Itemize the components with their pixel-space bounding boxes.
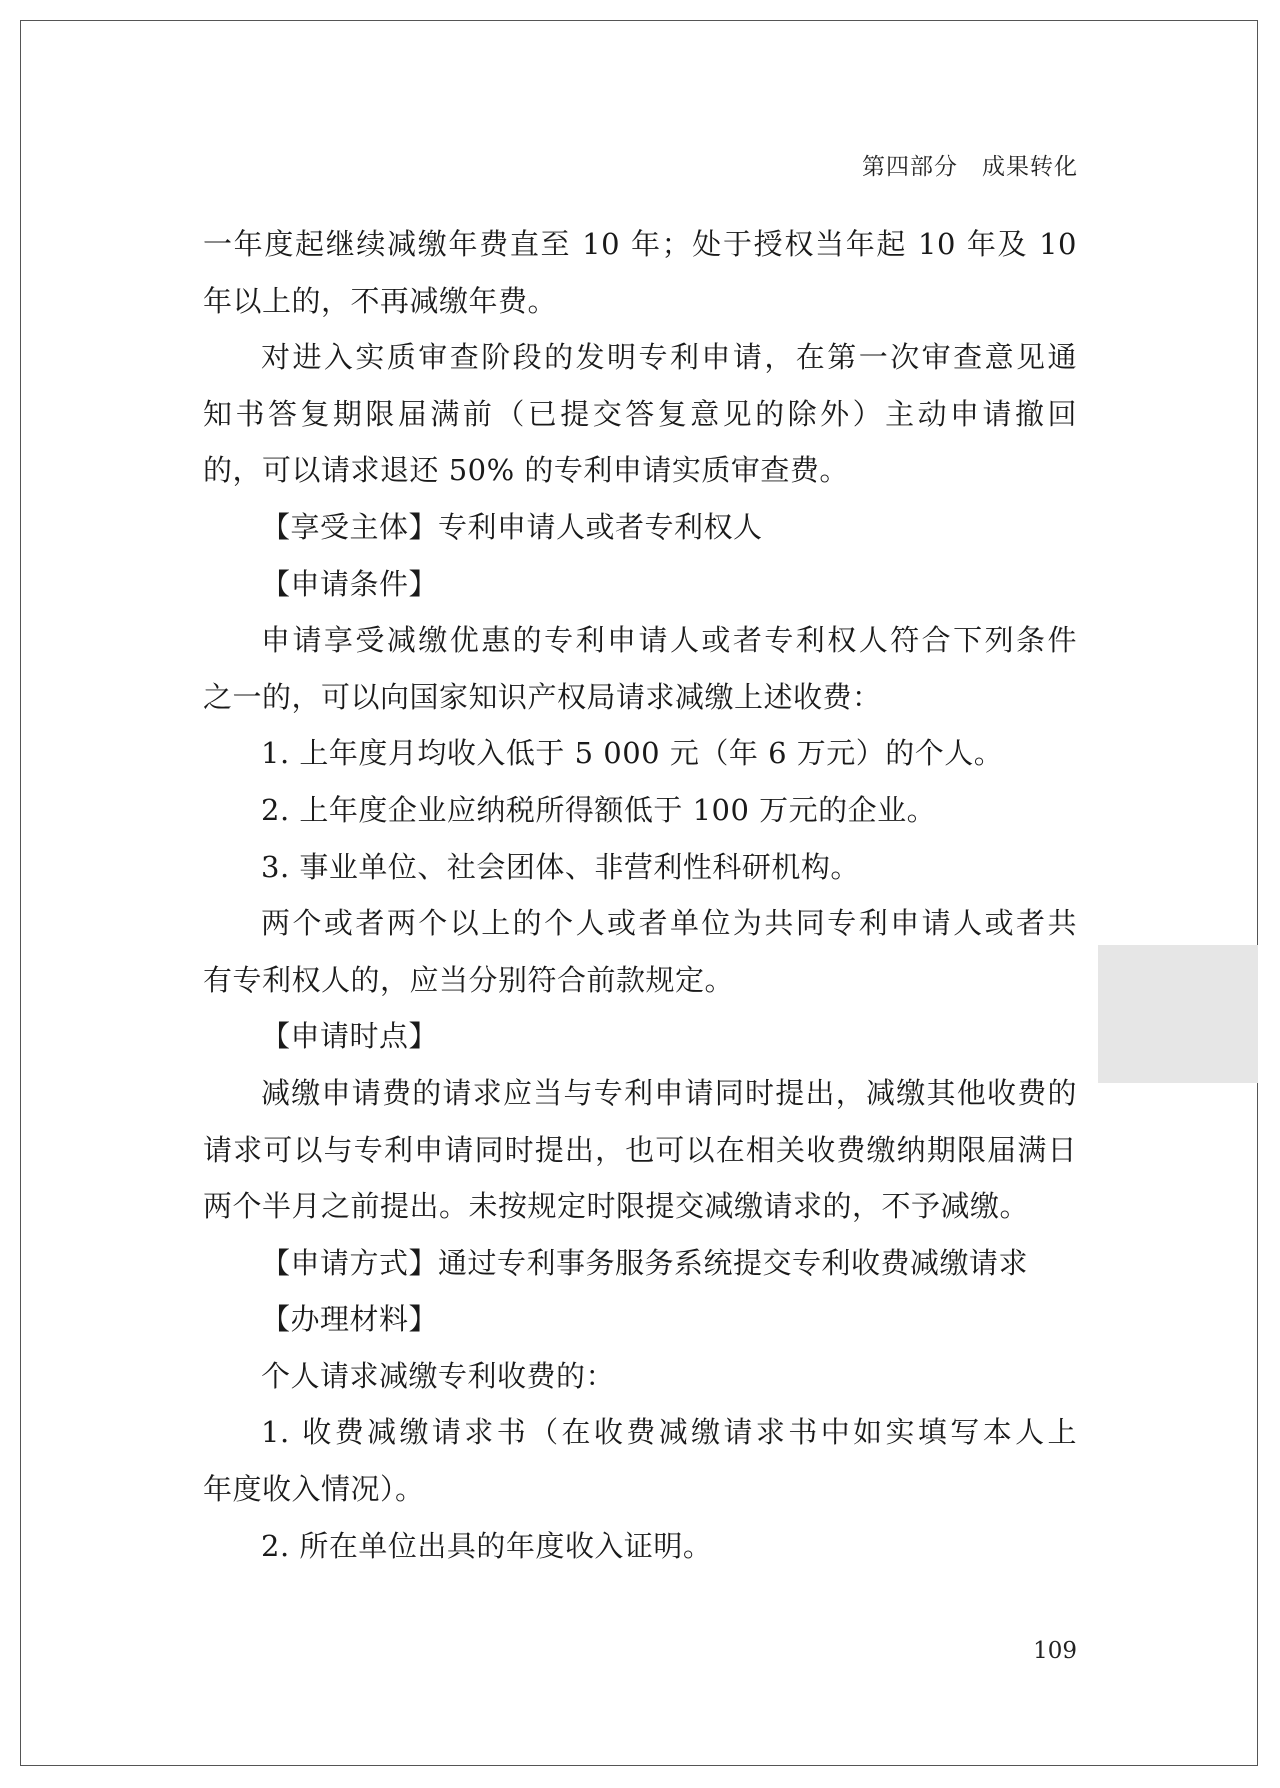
body-text [203, 216, 1077, 1574]
text-line: 【申请方式】通过专利事务服务系统提交专利收费减缴请求 [261, 1245, 1029, 1280]
text-line: 个人请求减缴专利收费的： [261, 1358, 616, 1393]
text-line: 的，可以请求退还 50% 的专利申请实质审查费。 [203, 453, 849, 488]
text-line: 请求可以与专利申请同时提出，也可以在相关收费缴纳期限届满日 [203, 1132, 1077, 1167]
text-line: 申请享受减缴优惠的专利申请人或者专利权人符合下列条件 [261, 623, 1077, 658]
text-line: 两个或者两个以上的个人或者单位为共同专利申请人或者共 [261, 906, 1077, 941]
chapter-thumb-tab [1098, 945, 1258, 1083]
text-line: 3. 事业单位、社会团体、非营利性科研机构。 [261, 849, 860, 884]
text-line: 知书答复期限届满前（已提交答复意见的除外）主动申请撤回 [203, 396, 1077, 431]
header-section: 成果转化 [982, 154, 1078, 180]
text-line: 减缴申请费的请求应当与专利申请同时提出，减缴其他收费的 [261, 1075, 1077, 1110]
text-line: 年以上的，不再减缴年费。 [203, 283, 558, 318]
header-part: 第四部分 [862, 154, 958, 180]
text-line: 2. 上年度企业应纳税所得额低于 100 万元的企业。 [261, 792, 937, 827]
text-line: 1. 上年度月均收入低于 5 000 元（年 6 万元）的个人。 [261, 736, 1004, 771]
page-number: 109 [1033, 1638, 1077, 1664]
text-line: 一年度起继续减缴年费直至 10 年；处于授权当年起 10 年及 10 [203, 227, 1077, 261]
text-line: 1. 收费减缴请求书（在收费减缴请求书中如实填写本人上 [261, 1415, 1077, 1450]
text-line: 【享受主体】专利申请人或者专利权人 [261, 509, 763, 544]
text-line: 【申请条件】 [261, 566, 439, 601]
text-line: 对进入实质审查阶段的发明专利申请，在第一次审查意见通 [261, 340, 1077, 375]
text-line: 年度收入情况）。 [203, 1472, 425, 1507]
running-header [862, 148, 1078, 181]
text-line: 有专利权人的，应当分别符合前款规定。 [203, 962, 735, 997]
text-line: 2. 所在单位出具的年度收入证明。 [261, 1528, 713, 1563]
text-line: 【办理材料】 [261, 1302, 439, 1337]
text-line: 之一的，可以向国家知识产权局请求减缴上述收费： [203, 679, 882, 714]
text-line: 两个半月之前提出。未按规定时限提交减缴请求的，不予减缴。 [203, 1189, 1030, 1224]
text-line: 【申请时点】 [261, 1019, 439, 1054]
